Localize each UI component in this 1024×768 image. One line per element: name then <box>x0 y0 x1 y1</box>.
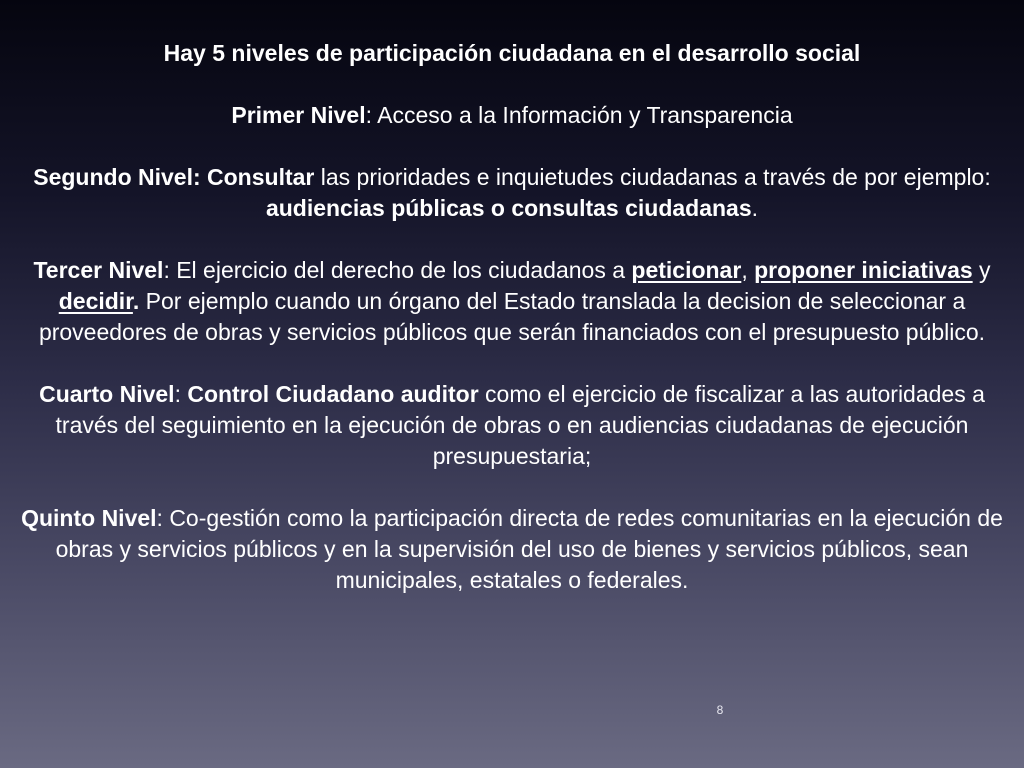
level-2-paragraph <box>14 162 1010 224</box>
level-4-paragraph <box>14 379 1010 472</box>
level-1-text: : Acceso a la Información y Transparencia <box>365 102 793 128</box>
level-3-text-2: , <box>741 257 755 283</box>
level-2-text-1: las prioridades e inquietudes ciudadanas a través de por ejemplo: <box>314 164 991 190</box>
level-1-heading: Primer Nivel <box>231 102 366 128</box>
level-3-peticionar: peticionar <box>631 257 742 283</box>
title-text: Hay 5 niveles de participación ciudadana en el desarrollo social <box>163 40 861 66</box>
slide-body <box>14 38 1010 596</box>
level-3-text-1: : El ejercicio del derecho de los ciudadanos a <box>163 257 632 283</box>
level-4-text-1: : <box>174 381 188 407</box>
level-3-text-4: Por ejemplo cuando un órgano del Estado translada la decision de seleccionar a proveedores de obras y servicios públicos que serán financiados con el presupuesto público. <box>38 288 986 345</box>
level-3-proponer-iniciativas: proponer iniciativas <box>754 257 973 283</box>
level-1-paragraph <box>14 100 1010 131</box>
level-2-text-2: . <box>751 195 759 221</box>
level-3-paragraph <box>14 255 1010 348</box>
level-3-bold-dot: . <box>132 288 140 314</box>
level-5-heading: Quinto Nivel <box>21 505 157 531</box>
level-3-decidir: decidir <box>58 288 133 314</box>
level-4-text-2: como el ejercicio de fiscalizar a las autoridades a través del seguimiento en la ejecución de obras o en audiencias ciudadanas de ejecución presupuestaria; <box>55 381 985 469</box>
page-number: 8 <box>716 703 724 717</box>
level-4-bold-text: Control Ciudadano auditor <box>187 381 479 407</box>
level-5-paragraph <box>14 503 1010 596</box>
level-2-heading: Segundo Nivel: Consultar <box>33 164 315 190</box>
level-5-text: : Co-gestión como la participación directa de redes comunitarias en la ejecución de obras y servicios públicos y en la supervisión del uso de bienes y servicios públicos, sean municipales, estatales o federales. <box>55 505 1003 593</box>
slide-title <box>14 38 1010 69</box>
level-3-text-3: y <box>972 257 991 283</box>
level-2-bold-text: audiencias públicas o consultas ciudadanas <box>265 195 752 221</box>
level-4-heading: Cuarto Nivel <box>39 381 175 407</box>
level-3-heading: Tercer Nivel <box>33 257 164 283</box>
